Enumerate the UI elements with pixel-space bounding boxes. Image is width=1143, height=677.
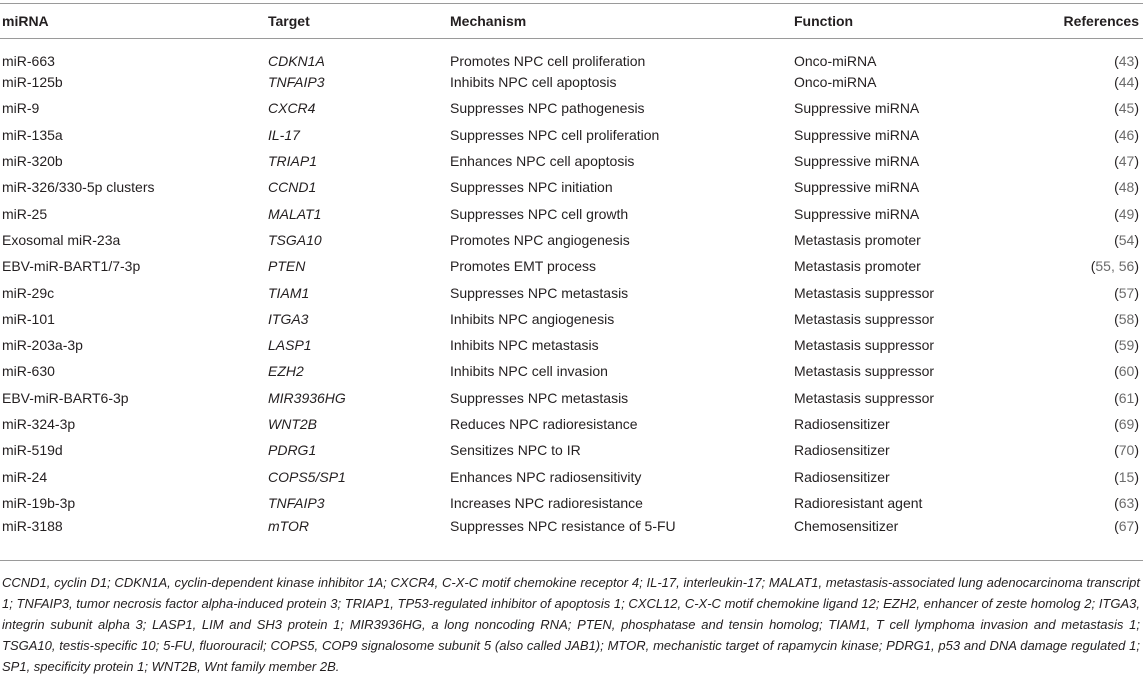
cell-reference: (46): [1114, 126, 1139, 143]
reference-number[interactable]: 58: [1118, 310, 1135, 327]
table-row: [0, 122, 1143, 148]
cell-mechanism: Suppresses NPC initiation: [450, 179, 613, 196]
cell-reference: (15): [1114, 468, 1139, 485]
header-mechanism: Mechanism: [450, 4, 794, 39]
reference-number[interactable]: 44: [1118, 74, 1135, 91]
reference-number[interactable]: 69: [1118, 416, 1135, 432]
cell-mirna: Exosomal miR-23a: [2, 231, 121, 248]
cell-reference: (69): [1114, 416, 1139, 432]
header-target: Target: [268, 4, 450, 39]
cell-function: Radiosensitizer: [794, 442, 890, 459]
cell-mechanism: Promotes NPC angiogenesis: [450, 231, 630, 248]
mirna-table: [0, 3, 1143, 542]
cell-target: TSGA10: [268, 231, 322, 248]
cell-mirna: miR-326/330-5p clusters: [2, 179, 155, 196]
cell-reference: (47): [1114, 153, 1139, 170]
reference-number[interactable]: 15: [1118, 468, 1135, 485]
cell-mechanism: Inhibits NPC cell invasion: [450, 363, 608, 380]
table-row: [0, 437, 1143, 463]
cell-reference: (58): [1114, 310, 1139, 327]
table-row: [0, 39, 1143, 70]
cell-target: TNFAIP3: [268, 74, 325, 91]
cell-function: Metastasis suppressor: [794, 363, 935, 380]
cell-function: Suppressive miRNA: [794, 100, 920, 117]
cell-reference: (61): [1114, 389, 1139, 406]
cell-function: Suppressive miRNA: [794, 126, 920, 143]
cell-mirna: miR-19b-3p: [2, 494, 76, 511]
cell-mirna: miR-519d: [2, 442, 63, 459]
cell-mirna: miR-320b: [2, 153, 63, 170]
cell-target: EZH2: [268, 363, 304, 380]
table-row: [0, 411, 1143, 437]
cell-reference: (70): [1114, 442, 1139, 459]
cell-reference: (44): [1114, 74, 1139, 91]
reference-number[interactable]: 45: [1118, 100, 1135, 117]
cell-mechanism: Inhibits NPC metastasis: [450, 337, 599, 354]
cell-function: Chemosensitizer: [794, 518, 899, 535]
cell-function: Metastasis suppressor: [794, 284, 935, 301]
table-row: [0, 174, 1143, 200]
cell-function: Suppressive miRNA: [794, 179, 920, 196]
cell-target: CXCR4: [268, 100, 316, 117]
cell-reference: (59): [1114, 337, 1139, 354]
reference-number[interactable]: 46: [1118, 126, 1135, 143]
cell-mechanism: Promotes NPC cell proliferation: [450, 53, 646, 69]
table-row: [0, 516, 1143, 542]
cell-mechanism: Suppresses NPC resistance of 5-FU: [450, 518, 676, 535]
cell-reference: (60): [1114, 363, 1139, 380]
reference-number[interactable]: 67: [1118, 518, 1135, 535]
cell-mechanism: Sensitizes NPC to IR: [450, 442, 581, 459]
cell-mirna: miR-24: [2, 468, 48, 485]
cell-mechanism: Increases NPC radioresistance: [450, 494, 643, 511]
table-row: [0, 306, 1143, 332]
cell-function: Metastasis suppressor: [794, 389, 935, 406]
cell-mirna: miR-630: [2, 363, 55, 380]
cell-target: ITGA3: [268, 310, 309, 327]
cell-mechanism: Enhances NPC cell apoptosis: [450, 153, 635, 170]
cell-function: Metastasis suppressor: [794, 310, 935, 327]
cell-mechanism: Suppresses NPC pathogenesis: [450, 100, 645, 117]
table-row: [0, 279, 1143, 305]
cell-function: Metastasis promoter: [794, 258, 921, 275]
cell-function: Onco-miRNA: [794, 74, 877, 91]
cell-target: PTEN: [268, 258, 306, 275]
table-row: [0, 69, 1143, 95]
cell-mirna: miR-3188: [2, 518, 63, 535]
reference-number[interactable]: 59: [1118, 337, 1135, 354]
reference-number[interactable]: 70: [1118, 442, 1135, 459]
cell-function: Suppressive miRNA: [794, 205, 920, 222]
cell-target: MIR3936HG: [268, 389, 346, 406]
cell-mirna: miR-135a: [2, 126, 63, 143]
cell-reference: (55, 56): [1090, 258, 1139, 275]
cell-mirna: miR-324-3p: [2, 416, 76, 432]
cell-target: CCND1: [268, 179, 317, 196]
reference-number[interactable]: 48: [1118, 179, 1135, 196]
reference-number[interactable]: 57: [1118, 284, 1135, 301]
reference-number[interactable]: 63: [1118, 494, 1135, 511]
cell-target: IL-17: [268, 126, 300, 143]
cell-target: PDRG1: [268, 442, 317, 459]
table-bottom-rule: [0, 560, 1143, 561]
header-mirna: miRNA: [0, 4, 268, 39]
cell-target: TIAM1: [268, 284, 310, 301]
cell-mechanism: Promotes EMT process: [450, 258, 597, 275]
cell-target: COPS5/SP1: [268, 468, 346, 485]
table-row: [0, 490, 1143, 516]
table-row: [0, 463, 1143, 489]
cell-function: Metastasis suppressor: [794, 337, 935, 354]
reference-number[interactable]: 43: [1118, 53, 1135, 69]
cell-function: Radiosensitizer: [794, 416, 890, 432]
cell-reference: (43): [1114, 53, 1139, 69]
cell-target: TRIAP1: [268, 153, 318, 170]
header-references: References: [1015, 4, 1143, 39]
cell-function: Suppressive miRNA: [794, 153, 920, 170]
cell-reference: (49): [1114, 205, 1139, 222]
cell-reference: (54): [1114, 231, 1139, 248]
table-row: [0, 385, 1143, 411]
cell-mirna: miR-203a-3p: [2, 337, 83, 354]
cell-reference: (63): [1114, 494, 1139, 511]
cell-mirna: miR-663: [2, 53, 55, 69]
reference-number[interactable]: 49: [1118, 205, 1135, 222]
cell-target: LASP1: [268, 337, 312, 354]
cell-reference: (45): [1114, 100, 1139, 117]
cell-mirna: EBV-miR-BART1/7-3p: [2, 258, 141, 275]
cell-mechanism: Enhances NPC radiosensitivity: [450, 468, 642, 485]
reference-number[interactable]: 55, 56: [1095, 258, 1135, 275]
cell-mechanism: Suppresses NPC cell proliferation: [450, 126, 660, 143]
cell-reference: (67): [1114, 518, 1139, 535]
cell-function: Onco-miRNA: [794, 53, 877, 69]
table-body: [0, 39, 1143, 543]
reference-number[interactable]: 60: [1118, 363, 1135, 380]
cell-mechanism: Suppresses NPC metastasis: [450, 284, 629, 301]
cell-target: WNT2B: [268, 416, 317, 432]
cell-function: Metastasis promoter: [794, 231, 921, 248]
cell-function: Radioresistant agent: [794, 494, 923, 511]
cell-mechanism: Suppresses NPC metastasis: [450, 389, 629, 406]
cell-target: mTOR: [268, 518, 309, 535]
table-row: [0, 253, 1143, 279]
cell-target: TNFAIP3: [268, 494, 325, 511]
cell-reference: (57): [1114, 284, 1139, 301]
table-row: [0, 332, 1143, 358]
table-row: [0, 227, 1143, 253]
table-row: [0, 200, 1143, 226]
table-row: [0, 95, 1143, 121]
cell-function: Radiosensitizer: [794, 468, 890, 485]
table-header-row: [0, 4, 1143, 39]
cell-target: CDKN1A: [268, 53, 325, 69]
cell-mechanism: Inhibits NPC cell apoptosis: [450, 74, 617, 91]
table-row: [0, 148, 1143, 174]
reference-number[interactable]: 47: [1118, 153, 1135, 170]
reference-number[interactable]: 54: [1118, 231, 1135, 248]
table-row: [0, 358, 1143, 384]
cell-mirna: miR-125b: [2, 74, 63, 91]
cell-mechanism: Inhibits NPC angiogenesis: [450, 310, 615, 327]
reference-number[interactable]: 61: [1118, 389, 1135, 406]
cell-mirna: miR-9: [2, 100, 40, 117]
cell-mechanism: Reduces NPC radioresistance: [450, 416, 638, 432]
cell-mechanism: Suppresses NPC cell growth: [450, 205, 629, 222]
table-footnote: CCND1, cyclin D1; CDKN1A, cyclin-dependent kinase inhibitor 1A; CXCR4, C-X-C motif chemokine receptor 4; IL-17, interleukin-17; MALAT1, metastasis-associated lung adenocarcinoma transcript 1; TNFAIP3, tumor necrosis factor alpha-induced protein 3; TRIAP1, TP53-regulated inhibitor of apoptosis 1; CXCL12, C-X-C motif chemokine ligand 12; EZH2, enhancer of zeste homolog 2; ITGA3, integrin subunit alpha 3; LASP1, LIM and SH3 protein 1; MIR3936HG, a long noncoding RNA; PTEN, phosphatase and tensin homolog; TIAM1, T cell lymphoma invasion and metastasis 1; TSGA10, testis-specific 10; 5-FU, fluorouracil; COPS5, COP9 signalosome subunit 5 (also called JAB1); MTOR, mechanistic target of rapamycin kinase; PDRG1, p53 and DNA damage regulated 1; SP1, specificity protein 1; WNT2B, Wnt family member 2B.: [2, 575, 1140, 674]
cell-reference: (48): [1114, 179, 1139, 196]
cell-target: MALAT1: [268, 205, 322, 222]
header-function: Function: [794, 4, 1015, 39]
cell-mirna: miR-101: [2, 310, 55, 327]
cell-mirna: miR-29c: [2, 284, 55, 301]
cell-mirna: miR-25: [2, 205, 48, 222]
cell-mirna: EBV-miR-BART6-3p: [2, 389, 129, 406]
